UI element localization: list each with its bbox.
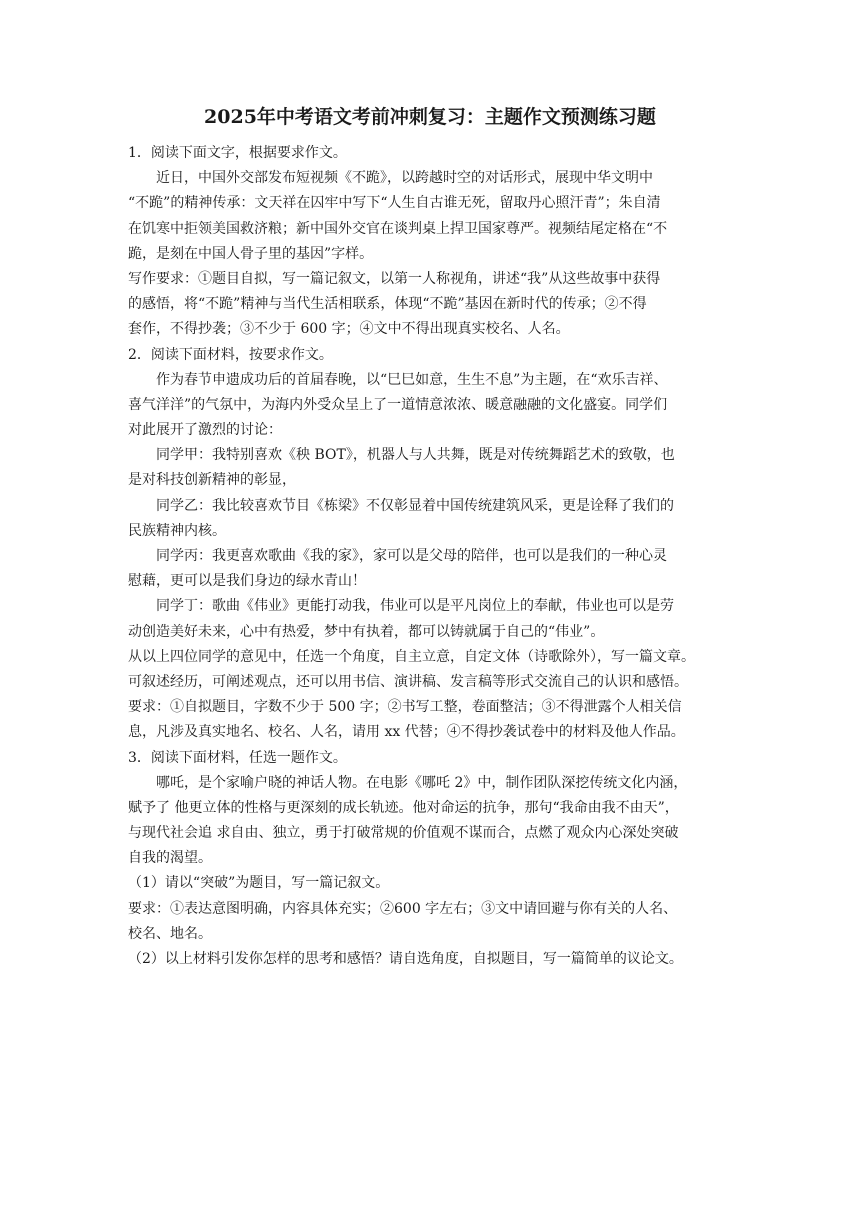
text-line: 2．阅读下面材料，按要求作文。: [128, 346, 333, 363]
text-line: 要求：①自拟题目，字数不少于 500 字；②书写工整，卷面整洁；③不得泄露个人相关信: [128, 699, 682, 716]
text-line: 哪吒，是个家喻户晓的神话人物。在电影《哪吒 2》中，制作团队深挖传统文化内涵，: [156, 774, 688, 791]
text-line: 近日，中国外交部发布短视频《不跪》，以跨越时空的对话形式，展现中华文明中: [156, 170, 653, 187]
text-line: 可叙述经历，可阐述观点，还可以用书信、演讲稿、发言稿等形式交流自己的认识和感悟。: [128, 673, 688, 690]
text-line: 要求：①表达意图明确，内容具体充实；②600 字左右；③文中请回避与你有关的人名、: [128, 900, 678, 917]
text-line: 作为春节申遗成功后的首届春晚，以“巳巳如意，生生不息”为主题，在“欢乐吉祥、: [156, 371, 668, 388]
text-line: 慰藉，更可以是我们身边的绿水青山！: [128, 573, 366, 590]
text-line: 同学甲：我特别喜欢《秧 BOT》，机器人与人共舞，既是对传统舞蹈艺术的致敬，也: [156, 447, 675, 464]
text-line: “不跪”的精神传承：文天祥在囚牢中写下“人生自古谁无死，留取丹心照汗青”；朱自清: [128, 195, 661, 212]
text-line: 喜气洋洋”的气氛中，为海内外受众呈上了一道情意浓浓、暖意融融的文化盛宴。同学们: [128, 396, 668, 413]
text-line: 民族精神内核。: [128, 522, 226, 539]
document-body: [128, 141, 743, 972]
text-line: 在饥寒中拒领美国救济粮；新中国外交官在谈判桌上捍卫国家尊严。视频结尾定格在“不: [128, 220, 668, 237]
text-line: （2）以上材料引发你怎样的思考和感悟？请自选角度，自拟题目，写一篇简单的议论文。: [128, 951, 683, 967]
text-line: 套作，不得抄袭；③不少于 600 字；④文中不得出现真实校名、人名。: [128, 321, 570, 338]
text-line: 同学丙：我更喜欢歌曲《我的家》，家可以是父母的陪伴，也可以是我们的一种心灵: [156, 548, 667, 564]
text-line: 3．阅读下面材料，任选一题作文。: [128, 749, 347, 766]
text-line: 对此展开了激烈的讨论：: [128, 422, 282, 439]
text-line: 动创造美好未来，心中有热爱，梦中有执着，都可以铸就属于自己的“伟业”。: [128, 623, 605, 640]
text-line: 赋予了 他更立体的性格与更深刻的成长轨迹。他对命运的抗争，那句“我命由我不由天”，: [128, 799, 679, 816]
text-line: 校名、地名。: [128, 925, 212, 942]
text-line: 从以上四位同学的意见中，任选一个角度，自主立意，自定文体（诗歌除外），写一篇文章。: [128, 648, 695, 665]
text-line: 的感悟，将“不跪”精神与当代生活相联系，体现“不跪”基因在新时代的传承；②不得: [128, 296, 647, 313]
text-line: 与现代社会追 求自由、独立，勇于打破常规的价值观不谋而合，点燃了观众内心深处突破: [128, 825, 679, 842]
text-line: 同学丁：歌曲《伟业》更能打动我，伟业可以是平凡岗位上的奉献，伟业也可以是劳: [156, 598, 674, 615]
document-title: 2025年中考语文考前冲刺复习：主题作文预测练习题: [204, 106, 656, 128]
text-line: 跪，是刻在中国人骨子里的基因”字样。: [128, 245, 374, 262]
text-line: 息，凡涉及真实地名、校名、人名，请用 xx 代替；④不得抄袭试卷中的材料及他人作品。: [128, 724, 685, 741]
text-line: 同学乙：我比较喜欢节目《栋梁》不仅彰显着中国传统建筑风采，更是诠释了我们的: [156, 497, 674, 514]
text-line: 1．阅读下面文字，根据要求作文。: [128, 145, 347, 161]
text-line: 自我的渴望。: [128, 850, 212, 867]
text-line: 是对科技创新精神的彰显，: [128, 472, 296, 489]
text-line: 写作要求：①题目自拟，写一篇记叙文，以第一人称视角，讲述“我”从这些故事中获得: [128, 270, 661, 287]
text-line: （1）请以“突破”为题目，写一篇记叙文。: [128, 875, 390, 892]
